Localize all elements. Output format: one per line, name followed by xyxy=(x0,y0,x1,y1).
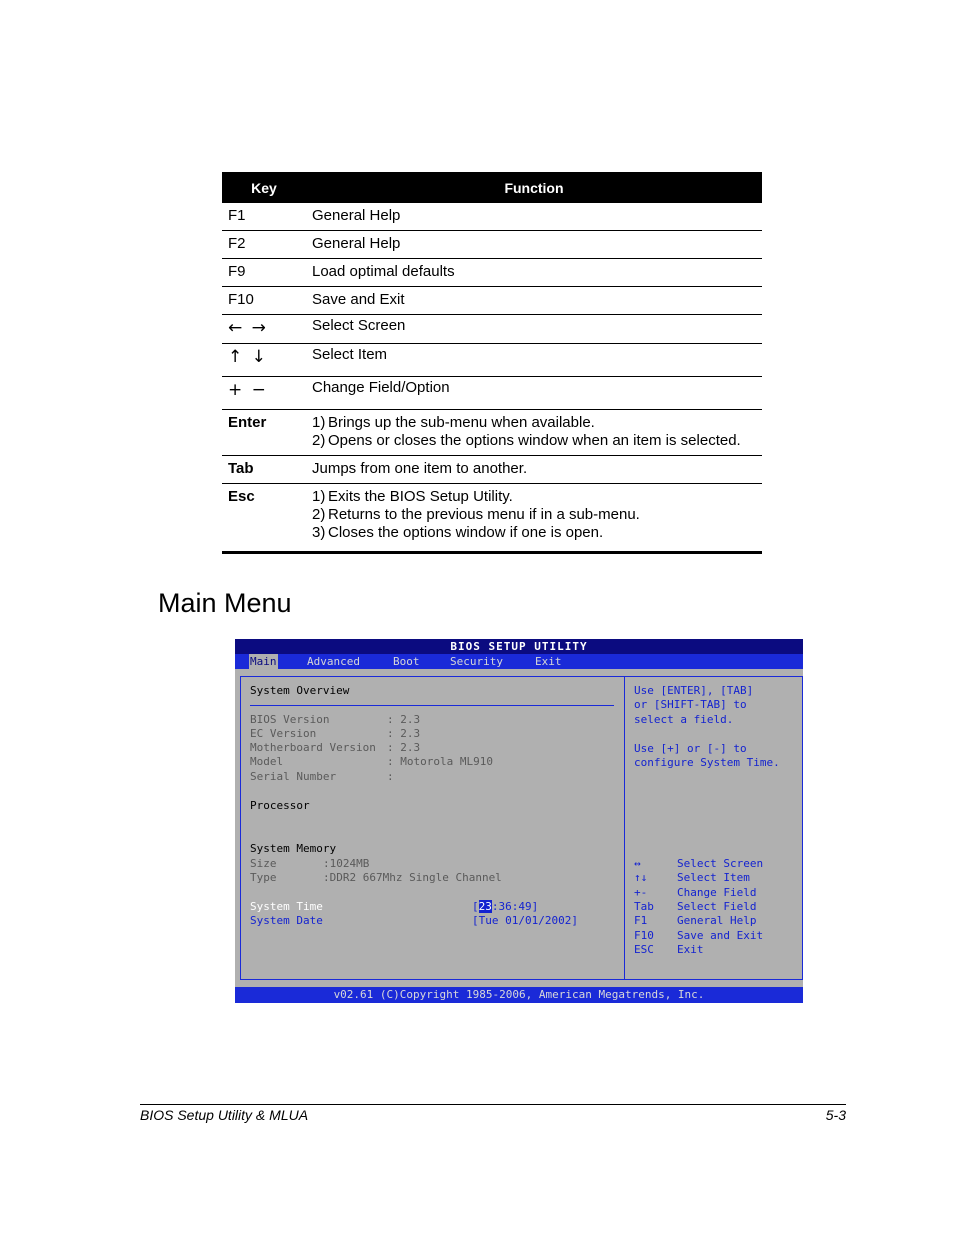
legend-desc: Change Field xyxy=(677,886,757,899)
legend-desc: Select Field xyxy=(677,900,757,913)
bios-tab-main[interactable]: Main xyxy=(250,655,277,668)
table-header-row xyxy=(222,172,762,203)
table-row xyxy=(222,410,762,456)
legend-key-f10: F10 xyxy=(634,929,654,942)
key-cell: Enter xyxy=(222,410,306,456)
legend-key-f1: F1 xyxy=(634,914,648,927)
key-column-header: Key xyxy=(222,172,306,203)
legend-key-up-down-icon: ↑↓ xyxy=(634,871,648,884)
motherboard-version-value: : 2.3 xyxy=(387,741,421,754)
table-row xyxy=(222,259,762,287)
footer-divider xyxy=(140,1104,846,1105)
bios-screenshot xyxy=(235,639,803,1003)
footer-document-title: BIOS Setup Utility & MLUA xyxy=(140,1107,309,1123)
help-line: Use [+] or [-] to xyxy=(634,742,747,755)
footer-page-number: 5-3 xyxy=(825,1107,846,1123)
help-line: select a field. xyxy=(634,713,734,726)
model-value: : Motorola ML910 xyxy=(387,755,493,768)
function-cell: Jumps from one item to another. xyxy=(306,456,762,484)
key-cell: Tab xyxy=(222,456,306,484)
bios-tab-advanced[interactable]: Advanced xyxy=(307,655,360,668)
table-row xyxy=(222,456,762,484)
key-cell: F1 xyxy=(222,203,306,231)
system-date-field[interactable]: [Tue 01/01/2002] xyxy=(472,914,578,927)
legend-desc: General Help xyxy=(677,914,757,927)
memory-size-value: :1024MB xyxy=(323,857,370,870)
left-right-arrows-icon: ← → xyxy=(228,318,268,338)
table-row xyxy=(222,344,762,377)
bios-copyright-bar: v02.61 (C)Copyright 1985-2006, American Megatrends, Inc. xyxy=(235,987,803,1003)
system-time-field[interactable]: [23:36:49] xyxy=(472,900,539,913)
bios-version-value: : 2.3 xyxy=(387,713,421,726)
legend-key-plus-minus: +- xyxy=(634,886,648,899)
table-row xyxy=(222,484,762,553)
system-time-hour-selected: 23 xyxy=(478,900,492,913)
legend-desc: Select Item xyxy=(677,871,750,884)
function-cell: 1) Exits the BIOS Setup Utility. 2) Returns to the previous menu if in a sub-menu. 3) Closes the options window if one is open. xyxy=(306,484,762,553)
function-column-header: Function xyxy=(306,172,762,203)
help-line: or [SHIFT-TAB] to xyxy=(634,698,747,711)
memory-size-label: Size xyxy=(250,857,277,870)
processor-heading: Processor xyxy=(250,799,310,812)
ec-version-label: EC Version xyxy=(250,727,317,740)
bios-title-bar: BIOS SETUP UTILITY xyxy=(235,639,803,654)
section-title: Main Menu xyxy=(158,588,292,618)
table-row xyxy=(222,377,762,410)
model-label: Model xyxy=(250,755,284,768)
overview-divider xyxy=(250,705,614,706)
up-down-arrows-icon: ↑ ↓ xyxy=(228,347,268,367)
legend-desc: Select Screen xyxy=(677,857,764,870)
key-function-table xyxy=(222,172,762,554)
function-cell: General Help xyxy=(306,203,762,231)
help-line: configure System Time. xyxy=(634,756,780,769)
table-row xyxy=(222,315,762,344)
key-cell: F2 xyxy=(222,231,306,259)
ec-version-value: : 2.3 xyxy=(387,727,421,740)
key-cell: F10 xyxy=(222,287,306,315)
system-time-label[interactable]: System Time xyxy=(250,900,323,913)
motherboard-version-label: Motherboard Version xyxy=(250,741,376,754)
serial-number-value: : xyxy=(387,770,394,783)
system-memory-heading: System Memory xyxy=(250,842,337,855)
plus-minus-icon: + − xyxy=(228,380,268,400)
function-cell: Change Field/Option xyxy=(306,377,762,410)
function-cell: Load optimal defaults xyxy=(306,259,762,287)
function-cell: General Help xyxy=(306,231,762,259)
bios-tab-exit[interactable]: Exit xyxy=(535,655,562,668)
bios-version-label: BIOS Version xyxy=(250,713,330,726)
legend-key-left-right-icon: ↔ xyxy=(634,857,641,870)
system-overview-heading: System Overview xyxy=(250,684,350,697)
bios-main-panel xyxy=(240,676,624,980)
help-line: Use [ENTER], [TAB] xyxy=(634,684,754,697)
function-cell: 1) Brings up the sub-menu when available. 2) Opens or closes the options window when an item is selected. xyxy=(306,410,762,456)
memory-type-value: :DDR2 667Mhz Single Channel xyxy=(323,871,502,884)
table-row xyxy=(222,203,762,231)
table-row xyxy=(222,231,762,259)
bios-help-panel xyxy=(624,676,803,980)
key-cell: Esc xyxy=(222,484,306,553)
function-cell: Select Screen xyxy=(306,315,762,344)
legend-key-tab: Tab xyxy=(634,900,654,913)
legend-key-esc: ESC xyxy=(634,943,654,956)
bios-tab-security[interactable]: Security xyxy=(450,655,503,668)
bios-tab-boot[interactable]: Boot xyxy=(393,655,420,668)
bios-menu-bar xyxy=(235,654,803,669)
memory-type-label: Type xyxy=(250,871,277,884)
legend-desc: Exit xyxy=(677,943,704,956)
function-cell: Save and Exit xyxy=(306,287,762,315)
legend-desc: Save and Exit xyxy=(677,929,764,942)
serial-number-label: Serial Number xyxy=(250,770,337,783)
function-cell: Select Item xyxy=(306,344,762,377)
system-date-label[interactable]: System Date xyxy=(250,914,323,927)
table-row xyxy=(222,287,762,315)
key-cell: F9 xyxy=(222,259,306,287)
